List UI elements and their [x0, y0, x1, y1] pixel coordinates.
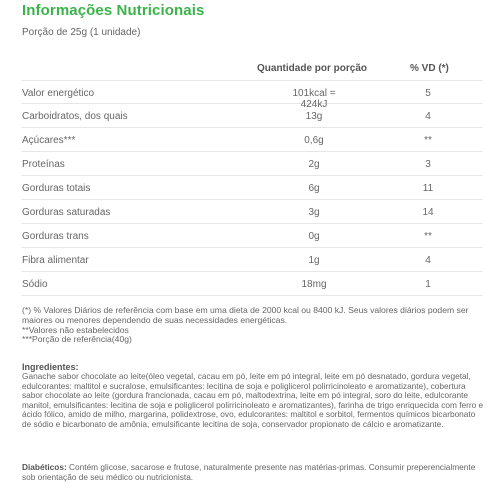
- nutrient-vd: 1: [425, 279, 431, 290]
- footnotes: [22, 306, 484, 345]
- table-row: [22, 128, 482, 152]
- nutrient-name: Gorduras saturadas: [22, 207, 111, 218]
- nutrient-vd: 4: [425, 111, 431, 122]
- nutrient-amount: 6g: [308, 183, 320, 194]
- nutrient-vd: 5: [425, 88, 431, 99]
- diabetics-text: Contém glicose, sacarose e frutose, naturalmente presente nas matérias-primas. Consumir preperencialmente sob orientação de seu médico ou nutricionista.: [22, 462, 476, 482]
- nutrient-amount: 3g: [308, 207, 320, 218]
- footnote-not-established: **Valores não estabelecidos: [22, 324, 129, 335]
- footnote-daily-values: (*) % Valores Diários de referência com base em uma dieta de 2000 kcal ou 8400 kJ. Seus valores diários podem ser maiores ou menores dependendo de suas necessidades energéticas.: [22, 305, 469, 325]
- nutrient-vd: **: [424, 135, 432, 146]
- nutrient-name: Proteínas: [22, 159, 65, 170]
- nutrient-vd: 4: [425, 255, 431, 266]
- header-vd: % VD (*): [410, 63, 449, 74]
- nutrient-vd: **: [424, 231, 432, 242]
- table-row: [22, 272, 482, 296]
- nutrient-vd: 3: [425, 159, 431, 170]
- table-row: [22, 176, 482, 200]
- nutrient-name: Sódio: [22, 279, 48, 290]
- page-title: Informações Nutricionais: [22, 2, 205, 19]
- nutrient-name: Açúcares***: [22, 135, 76, 146]
- footnote-reference-portion: ***Porção de referência(40g): [22, 334, 132, 345]
- table-row: [22, 80, 482, 110]
- table-row: [22, 152, 482, 176]
- ingredients-text: Ganache sabor chocolate ao leite(óleo vegetal, cacau em pó, leite em pó integral, leite em pó desnatado, gordura vegetal, edulcorantes: maltitol e sucralose, emulsificantes: lecitina de soja e poliglicerol polirricinoleato e aromatizante), cobertura sabor chocolate ao leite (gordura francionada, cacau em pó, maltodextrina, leite em pó integral, soro do leite, edulcorante manitol, emulsificantes: lecitina de soja e poliglicerol polirricinoleato e aromatizantes), farinha de trigo enriquecida com ferro e ácido fólico, amido de milho, margarina, polidextrose, ovo, edulcorantes: maltitol e sorbitol, fermentos químicos bicarbonato de sódio e bicarbonato de amônia, emulsificante lecitina de soja, conservador propionato de cálcio e aromatizante.: [22, 371, 484, 429]
- ingredients-heading: Ingredientes:: [22, 362, 79, 372]
- nutrient-amount: 101kcal = 424kJ: [292, 88, 336, 110]
- portion-subtitle: Porção de 25g (1 unidade): [22, 27, 141, 38]
- nutrient-amount: 0g: [308, 231, 320, 242]
- nutrient-name: Gorduras totais: [22, 183, 91, 194]
- nutrient-name: Valor energético: [22, 88, 95, 99]
- nutrient-amount: 1g: [308, 255, 320, 266]
- diabetics-note: [22, 462, 484, 482]
- header-amount: Quantidade por porção: [257, 63, 368, 74]
- table-row: [22, 200, 482, 224]
- table-row: [22, 104, 482, 128]
- nutrient-amount: 18mg: [301, 279, 327, 290]
- nutrient-amount: 13g: [305, 111, 323, 122]
- nutrient-name: Fibra alimentar: [22, 255, 89, 266]
- nutrient-name: Gorduras trans: [22, 231, 89, 242]
- table-row: [22, 224, 482, 248]
- nutrient-vd: 14: [422, 207, 434, 218]
- nutrient-amount: 0,6g: [304, 135, 324, 146]
- nutrient-name: Carboidratos, dos quais: [22, 111, 128, 122]
- nutrient-amount: 2g: [308, 159, 320, 170]
- table-row: [22, 248, 482, 272]
- nutrient-vd: 11: [422, 183, 434, 194]
- diabetics-label: Diabéticos:: [22, 462, 67, 472]
- table-header: [22, 58, 482, 82]
